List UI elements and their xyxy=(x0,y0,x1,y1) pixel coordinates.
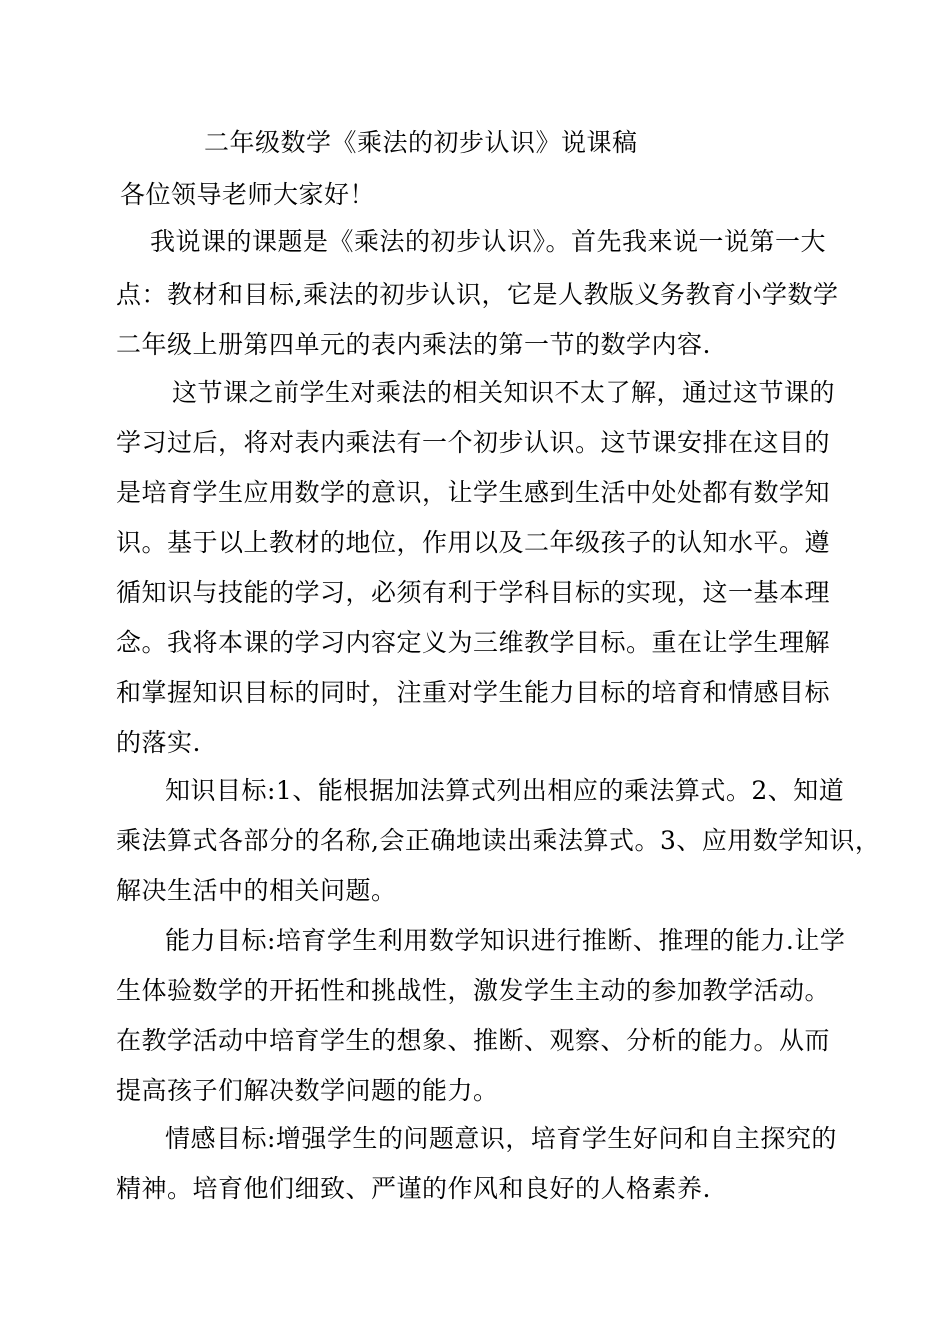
paragraph-line: 生体验数学的开拓性和挑战性，激发学生主动的参加教学活动。 xyxy=(116,976,831,1005)
paragraph-line: 解决生活中的相关问题。 xyxy=(116,876,397,905)
paragraph-line: 循知识与技能的学习，必须有利于学科目标的实现，这一基本理 xyxy=(116,578,831,607)
paragraph-line: 情感目标:增强学生的问题意识，培育学生好问和自主探究的 xyxy=(165,1124,837,1153)
paragraph-line: 精神。培育他们细致、严谨的作风和良好的人格素养. xyxy=(116,1174,711,1203)
paragraph-line: 知识目标:1、能根据加法算式列出相应的乘法算式。2、知道 xyxy=(165,776,845,805)
paragraph-line: 能力目标:培育学生利用数学知识进行推断、推理的能力.让学 xyxy=(165,926,846,955)
paragraph-line: 二年级上册第四单元的表内乘法的第一节的数学内容. xyxy=(116,330,711,359)
paragraph-line: 乘法算式各部分的名称,会正确地读出乘法算式。3、应用数学知识， xyxy=(116,826,881,855)
paragraph-line: 点：教材和目标,乘法的初步认识，它是人教版义务教育小学数学 xyxy=(116,280,839,309)
paragraph-line: 识。基于以上教材的地位，作用以及二年级孩子的认知水平。遵 xyxy=(116,528,831,557)
document-title: 二年级数学《乘法的初步认识》说课稿 xyxy=(204,128,638,157)
paragraph-line: 提高孩子们解决数学问题的能力。 xyxy=(116,1076,499,1105)
paragraph-line: 这节课之前学生对乘法的相关知识不太了解，通过这节课的 xyxy=(172,378,836,407)
greeting: 各位领导老师大家好！ xyxy=(120,180,376,209)
paragraph-line: 我说课的课题是《乘法的初步认识》。首先我来说一说第一大 xyxy=(150,227,827,256)
paragraph-line: 念。我将本课的学习内容定义为三维教学目标。重在让学生理解 xyxy=(116,628,831,657)
paragraph-line: 在教学活动中培育学生的想象、推断、观察、分析的能力。从而 xyxy=(116,1026,831,1055)
paragraph-line: 的落实. xyxy=(116,728,201,757)
paragraph-line: 是培育学生应用数学的意识，让学生感到生活中处处都有数学知 xyxy=(116,478,831,507)
paragraph-line: 和掌握知识目标的同时，注重对学生能力目标的培育和情感目标 xyxy=(116,678,831,707)
paragraph-line: 学习过后，将对表内乘法有一个初步认识。这节课安排在这目的 xyxy=(116,428,831,457)
